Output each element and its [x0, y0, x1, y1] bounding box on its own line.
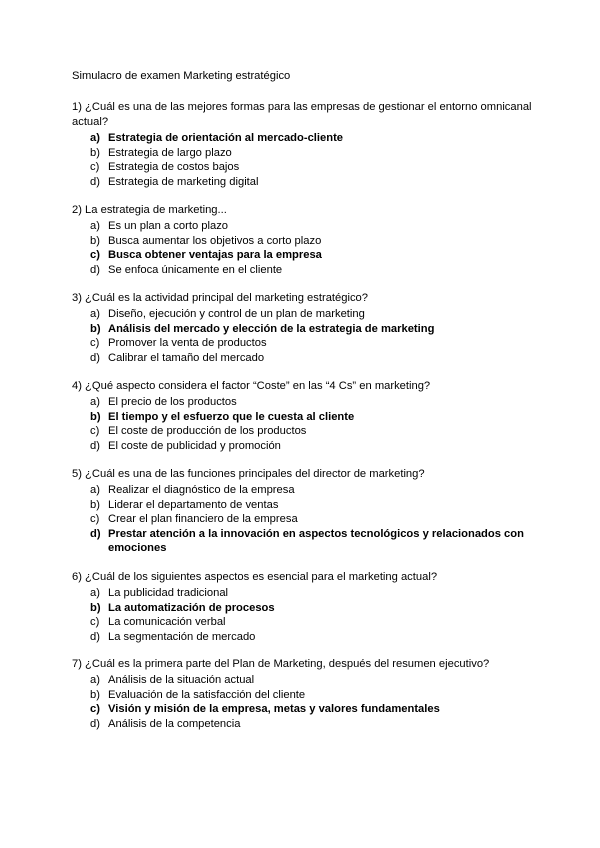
option-c: c) Promover la venta de productos: [90, 337, 267, 350]
question-text: 2) La estrategia de marketing...: [72, 204, 227, 216]
question-3: [72, 291, 532, 365]
option-d: d) La segmentación de mercado: [90, 630, 256, 643]
option-a: a) Es un plan a corto plazo: [90, 220, 229, 232]
option-c: c) Crear el plan financiero de la empresa: [90, 513, 298, 526]
question-7: [72, 657, 532, 731]
question-text: 7) ¿Cuál es la primera parte del Plan de Marketing, después del resumen ejecutivo?: [72, 658, 490, 670]
option-a: a) Diseño, ejecución y control de un plan de marketing: [90, 308, 365, 320]
option-a: a) Realizar el diagnóstico de la empresa: [90, 484, 295, 496]
option-d: d) Prestar atención a la innovación en aspectos tecnológicos y relacionados con emociones: [90, 527, 524, 555]
option-list: [72, 219, 532, 277]
question-text: 1) ¿Cuál es una de las mejores formas para las empresas de gestionar el entorno omnicanal actual?: [72, 101, 532, 128]
option-a: a) El precio de los productos: [90, 396, 237, 408]
option-b: b) Análisis del mercado y elección de la estrategia de marketing: [90, 322, 435, 335]
option-list: [72, 131, 532, 189]
option-list: [72, 673, 532, 731]
document-title: Simulacro de examen Marketing estratégico: [72, 70, 291, 82]
option-b: b) El tiempo y el esfuerzo que le cuesta al cliente: [90, 410, 355, 423]
option-list: [72, 586, 532, 644]
option-d: d) Análisis de la competencia: [90, 717, 241, 730]
question-text: 6) ¿Cuál de los siguientes aspectos es esencial para el marketing actual?: [72, 571, 438, 583]
option-a: a) La publicidad tradicional: [90, 587, 229, 599]
option-d: d) Calibrar el tamaño del mercado: [90, 351, 265, 364]
option-b: b) Liderar el departamento de ventas: [90, 498, 279, 511]
option-c: c) Estrategia de costos bajos: [90, 161, 240, 174]
option-c: c) La comunicación verbal: [90, 616, 226, 629]
option-c: c) Busca obtener ventajas para la empresa: [90, 249, 322, 262]
question-1: [72, 100, 532, 189]
option-b: b) Estrategia de largo plazo: [90, 146, 232, 159]
option-b: b) La automatización de procesos: [90, 601, 275, 614]
option-list: [72, 307, 532, 365]
question-5: [72, 467, 532, 556]
option-b: b) Busca aumentar los objetivos a corto plazo: [90, 234, 322, 247]
option-a: a) Estrategia de orientación al mercado-cliente: [90, 132, 344, 144]
question-2: [72, 203, 532, 277]
option-a: a) Análisis de la situación actual: [90, 674, 255, 686]
question-text: 3) ¿Cuál es la actividad principal del marketing estratégico?: [72, 292, 368, 304]
option-c: c) Visión y misión de la empresa, metas y valores fundamentales: [90, 703, 440, 716]
option-list: [72, 395, 532, 453]
option-c: c) El coste de producción de los productos: [90, 425, 307, 438]
option-d: d) Se enfoca únicamente en el cliente: [90, 263, 283, 276]
question-4: [72, 379, 532, 453]
option-list: [72, 483, 532, 556]
option-b: b) Evaluación de la satisfacción del cliente: [90, 688, 306, 701]
option-d: d) El coste de publicidad y promoción: [90, 439, 281, 452]
question-6: [72, 570, 532, 644]
question-text: 4) ¿Qué aspecto considera el factor “Coste” en las “4 Cs” en marketing?: [72, 380, 431, 392]
question-text: 5) ¿Cuál es una de las funciones principales del director de marketing?: [72, 468, 425, 480]
option-d: d) Estrategia de marketing digital: [90, 175, 259, 188]
